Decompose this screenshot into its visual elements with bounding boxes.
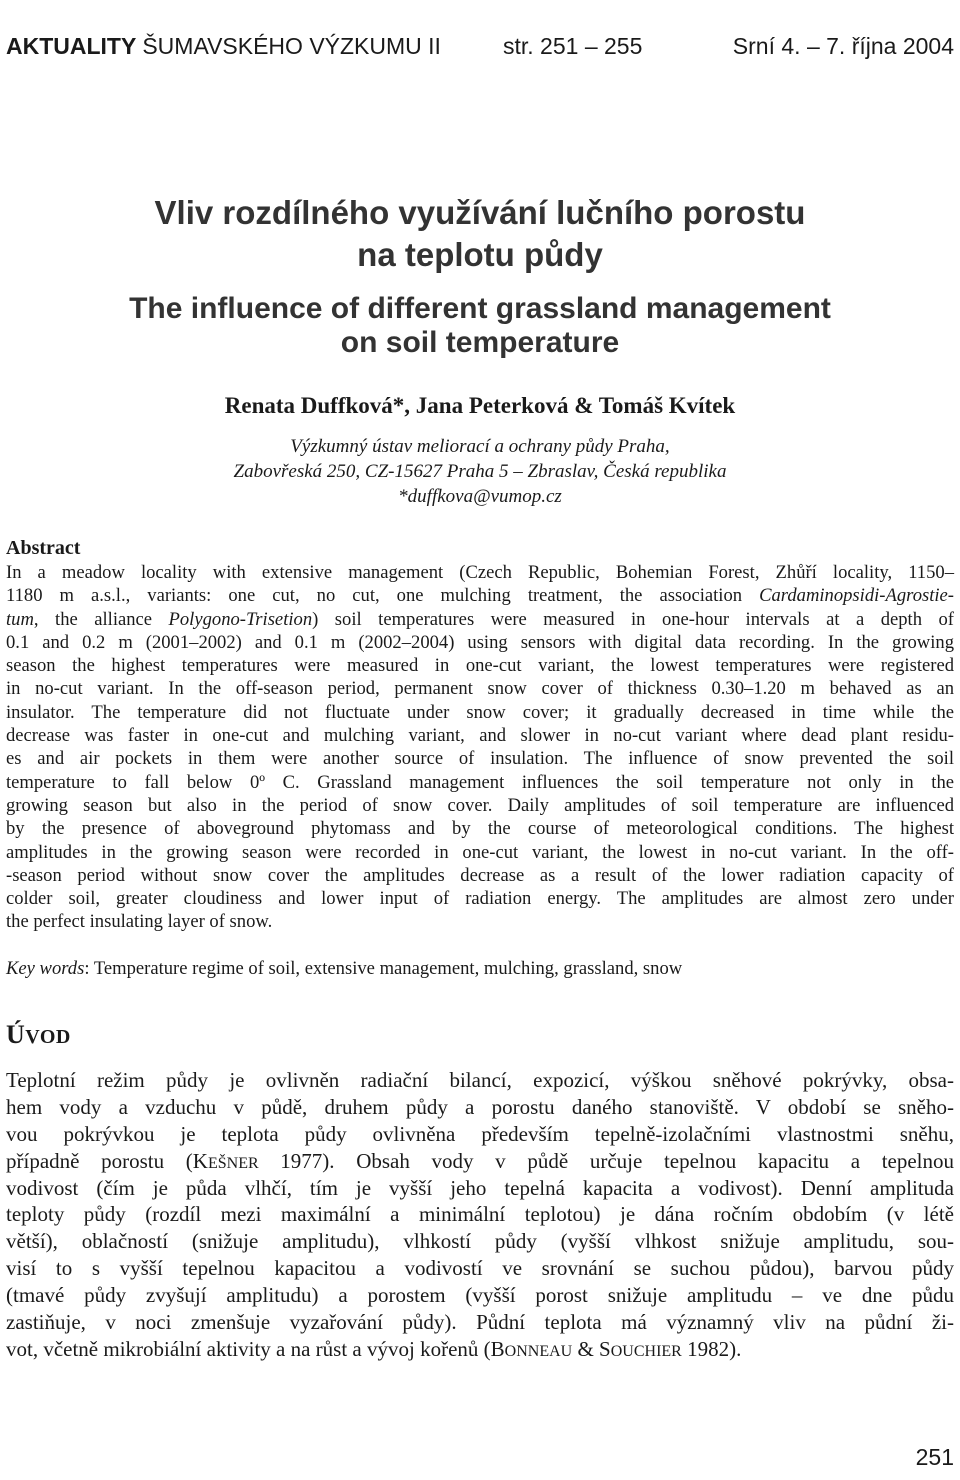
affiliation-line: Zabovřeská 250, CZ-15627 Praha 5 – Zbraslav, Česká republika: [233, 461, 727, 482]
title-czech: [0, 192, 960, 276]
affiliation: [0, 434, 960, 509]
journal-name-rest: ŠUMAVSKÉHO VÝZKUMU II: [142, 32, 441, 59]
title-english-line: on soil temperature: [340, 326, 620, 359]
intro-line: visí to s vyšší tepelnou kapacitou a vodivostí ve srovnání se suchou půdou), barvou půdy: [6, 1256, 954, 1281]
author-list: Renata Duffková*, Jana Peterková & Tomáš Kvítek: [224, 393, 736, 418]
abstract-line: es and air pockets in them were another source of insulation. The influence of snow prevented the soil: [6, 748, 954, 770]
abstract-line: decrease was faster in one-cut and mulching variant, and slower in no-cut variant where dead plant residu-: [6, 725, 954, 747]
intro-line: Teplotní režim půdy je ovlivněn radiační bilancí, expozicí, výškou sněhové pokrývky, obsa-: [6, 1068, 954, 1092]
title-block: [0, 192, 960, 360]
abstract-line: temperature to fall below 0º C. Grassland management influences the soil temperature not only in the: [6, 771, 954, 793]
intro-line: (tmavé půdy zvyšují amplitudu) a porostem (vyšší porost snižuje amplitudu – ve dne půdu: [6, 1283, 954, 1308]
abstract-line: 0.1 and 0.2 m (2001–2002) and 0.1 m (2002–2004) using sensors with digital data recording. In the growing: [6, 631, 954, 653]
page-range: str. 251 – 255: [503, 32, 643, 59]
abstract-body: [6, 561, 954, 934]
keywords-label: Key words: [6, 958, 85, 979]
abstract-line: in no-cut variant. In the off-season period, permanent snow cover of thickness 0.30–1.20 m behaved as an: [6, 678, 954, 700]
abstract-line: 1180 m a.s.l., variants: one cut, no cut, one mulching treatment, the association Cardaminopsidi-Agrostie-: [6, 585, 954, 607]
intro-line: zastiňuje, v noci zmenšuje vyzařování půdy). Půdní teplota má významný vliv na půdní ži-: [6, 1310, 954, 1335]
abstract-line: the perfect insulating layer of snow.: [6, 911, 273, 933]
title-english-line: The influence of different grassland management: [129, 292, 831, 325]
intro-line: vodivost (čím je půda vlhčí, tím je vyšší jeho tepelná kapacita a vodivost). Denní amplituda: [6, 1175, 954, 1200]
introduction-body: [6, 1067, 954, 1363]
abstract-line: growing season but also in the period of snow cover. Daily amplitudes of soil temperature are influenced: [6, 794, 954, 816]
intro-line: vou pokrývkou je teplota půdy ovlivněna především tepelně-izolačními vlastnostmi sněhu,: [6, 1121, 954, 1146]
abstract-line: season the highest temperatures were measured in one-cut variant, the lowest temperatures were registered: [6, 655, 954, 677]
intro-line: hem vody a vzduchu v půdě, druhem půdy a porostu daného stanoviště. V období se sněho-: [6, 1094, 954, 1119]
abstract-line: by the presence of aboveground phytomass and by the course of meteorological conditions. The highest: [6, 818, 954, 840]
abstract-section: [6, 535, 954, 934]
keywords: [6, 957, 954, 981]
abstract-line: colder soil, greater cloudiness and lower input of radiation energy. The amplitudes are almost zero under: [6, 888, 954, 910]
page-number: 251: [915, 1444, 954, 1470]
abstract-line: -season period without snow cover the amplitudes decrease as a result of the lower radiation capacity of: [6, 864, 954, 886]
journal-name-bold: AKTUALITY: [6, 32, 137, 59]
title-czech-line: na teplotu půdy: [357, 236, 603, 273]
intro-line: případně porostu (KEŠNER 1977). Obsah vody v půdě určuje tepelnou kapacitu a tepelnou: [6, 1148, 955, 1173]
intro-line: teploty půdy (rozdíl mezi maximální a minimální teplotou) je dána ročním obdobím (v létě: [6, 1202, 954, 1227]
section-heading-uvod: ÚVOD: [6, 1020, 71, 1049]
keywords-text: : Temperature regime of soil, extensive management, mulching, grassland, snow: [84, 958, 683, 979]
title-czech-line: Vliv rozdílného využívání lučního porostu: [154, 194, 806, 231]
abstract-heading: Abstract: [6, 537, 81, 559]
author-email: *duffkova@vumop.cz: [398, 486, 562, 507]
abstract-line: tum, the alliance Polygono-Trisetion) soil temperatures were measured in one-hour intervals at a depth of: [6, 608, 954, 630]
intro-line: vot, včetně mikrobiální aktivity a na růst a vývoj kořenů (BONNEAU & SOUCHIER 1982).: [6, 1336, 742, 1361]
title-english: [0, 292, 960, 360]
intro-line: větší), oblačností (snižuje amplitudu), vlhkostí půdy (vyšší vlhkost snižuje amplitudu, sou-: [6, 1229, 954, 1254]
running-header: [6, 28, 954, 64]
abstract-line: amplitudes in the growing season were recorded in one-cut variant, the lowest in no-cut variant. In the off-: [6, 841, 954, 863]
abstract-line: In a meadow locality with extensive management (Czech Republic, Bohemian Forest, Zhůří locality, 1150–: [6, 562, 954, 583]
affiliation-line: Výzkumný ústav meliorací a ochrany půdy Praha,: [290, 436, 670, 457]
conference-place-date: Srní 4. – 7. října 2004: [732, 32, 954, 59]
abstract-line: insulator. The temperature did not fluctuate under snow cover; it gradually decreased in time while the: [6, 701, 954, 723]
